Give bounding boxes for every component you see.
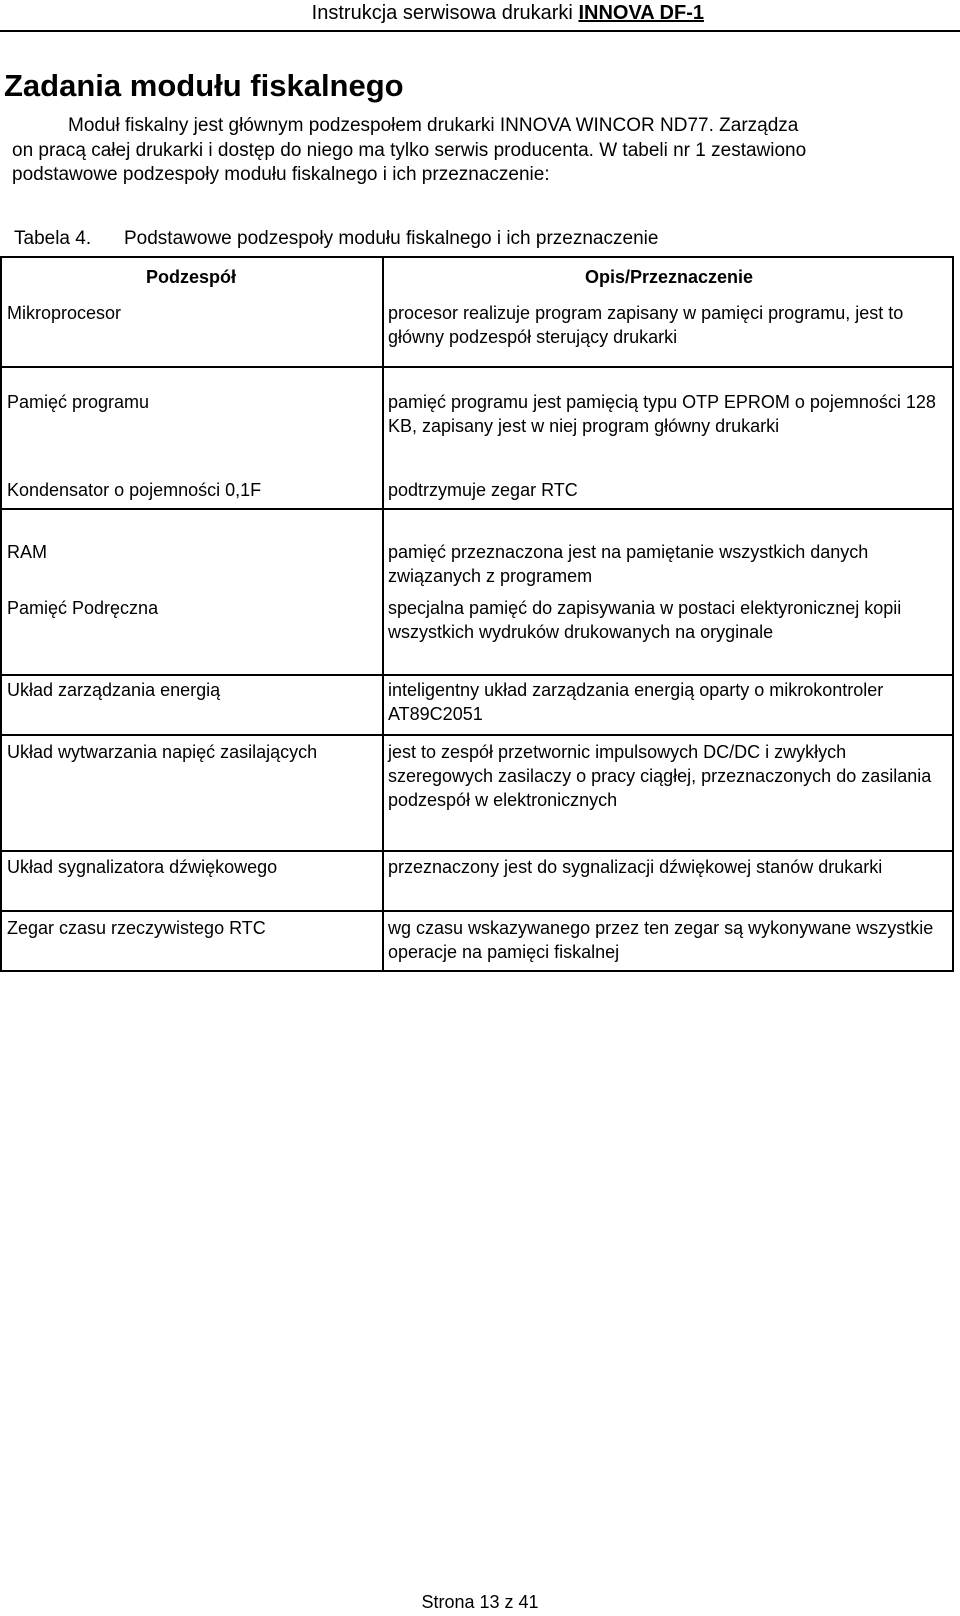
header-rule bbox=[0, 30, 960, 32]
page-footer bbox=[0, 1592, 960, 1613]
table-cell-description: pamięć programu jest pamięcią typu OTP EPROM o pojemności 128 KB, zapisany jest w niej program główny drukarki bbox=[388, 392, 936, 436]
table-row-divider bbox=[0, 734, 954, 736]
table-cell-description: przeznaczony jest do sygnalizacji dźwiękowej stanów drukarki bbox=[388, 857, 883, 877]
table-caption-label: Tabela 4. bbox=[14, 228, 92, 249]
table-cell-description: jest to zespół przetwornic impulsowych DC/DC i zwykłych szeregowych zasilaczy o pracy ciągłej, przeznaczonych do zasilania podzespół w elektronicznych bbox=[388, 742, 932, 810]
page-header bbox=[0, 0, 960, 28]
intro-line-1: Moduł fiskalny jest głównym podzespołem drukarki INNOVA WINCOR ND77. Zarządza bbox=[68, 115, 799, 136]
table-row-divider bbox=[0, 910, 954, 912]
table-header-component: Podzespół bbox=[145, 267, 236, 287]
table-cell-component: Pamięć programu bbox=[7, 392, 150, 412]
page-number: Strona 13 z 41 bbox=[421, 1592, 539, 1612]
header-text bbox=[312, 2, 704, 25]
table-caption bbox=[14, 228, 658, 250]
table-cell-component: Układ zarządzania energią bbox=[7, 680, 221, 700]
table-cell-component: Układ wytwarzania napięć zasilających bbox=[7, 742, 318, 762]
table-cell-description: wg czasu wskazywanego przez ten zegar są wykonywane wszystkie operacje na pamięci fiskalnej bbox=[388, 918, 934, 962]
table-cell-description: inteligentny układ zarządzania energią oparty o mikrokontroler AT89C2051 bbox=[388, 680, 884, 724]
table-cell-component: Układ sygnalizatora dźwiękowego bbox=[7, 857, 278, 877]
table-cell-description: procesor realizuje program zapisany w pamięci programu, jest to główny podzespół sterujący drukarki bbox=[388, 303, 904, 347]
header-title: Instrukcja serwisowa drukarki bbox=[311, 2, 573, 24]
table-cell-description: pamięć przeznaczona jest na pamiętanie wszystkich danych związanych z programem bbox=[388, 542, 869, 586]
section-title: Zadania modułu fiskalnego bbox=[4, 68, 404, 103]
intro-line-3: podstawowe podzespoły modułu fiskalnego i ich przeznaczenie: bbox=[12, 164, 550, 185]
table-cell-component: Mikroprocesor bbox=[7, 303, 122, 323]
table-row-divider bbox=[0, 850, 954, 852]
table-header-description: Opis/Przeznaczenie bbox=[584, 267, 754, 287]
table-column-divider bbox=[382, 256, 384, 972]
table-row-divider bbox=[0, 508, 954, 510]
table-cell-component: Pamięć Podręczna bbox=[7, 598, 159, 618]
table-caption-text: Podstawowe podzespoły modułu fiskalnego i ich przeznaczenie bbox=[124, 228, 659, 249]
header-model: INNOVA DF-1 bbox=[578, 2, 704, 24]
table-cell-component: Zegar czasu rzeczywistego RTC bbox=[7, 918, 266, 938]
table-cell-component: RAM bbox=[7, 542, 47, 562]
table-cell-component: Kondensator o pojemności 0,1F bbox=[7, 480, 262, 500]
table-row-divider bbox=[0, 674, 954, 676]
table-cell-description: podtrzymuje zegar RTC bbox=[388, 480, 578, 500]
table-cell-description: specjalna pamięć do zapisywania w postaci elektyronicznej kopii wszystkich wydruków drukowanych na oryginale bbox=[388, 598, 902, 642]
intro-line-2: on pracą całej drukarki i dostęp do niego ma tylko serwis producenta. W tabeli nr 1 zestawiono bbox=[12, 139, 807, 161]
table-row-divider bbox=[0, 366, 954, 368]
intro-paragraph bbox=[12, 114, 950, 188]
